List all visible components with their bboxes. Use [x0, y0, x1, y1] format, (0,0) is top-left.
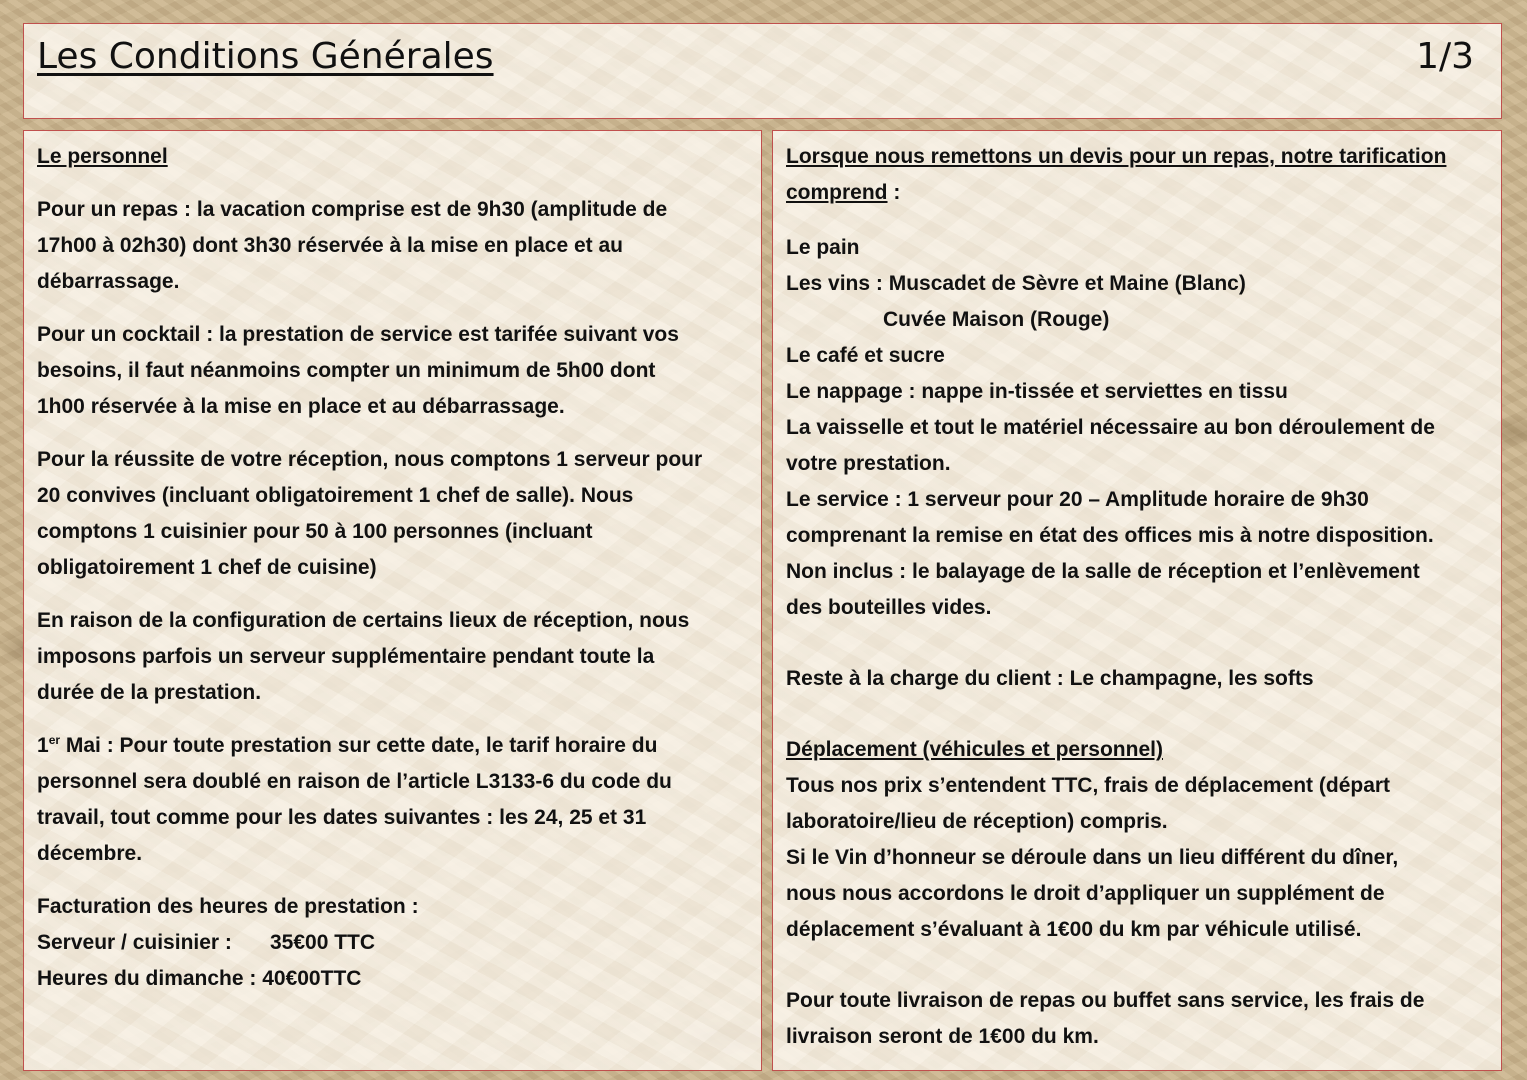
premier-mai-text: Mai : Pour toute prestation sur cette date, le tarif horaire du — [60, 734, 658, 757]
deplacement-heading: Déplacement (véhicules et personnel) — [786, 738, 1163, 761]
included-item: Le pain — [786, 236, 860, 259]
reste-a-charge: Reste à la charge du client : Le champagne, les softs — [786, 667, 1314, 690]
page-title: Les Conditions Générales — [37, 36, 494, 77]
premier-mai-line: décembre. — [37, 842, 143, 865]
livraison-line: Pour toute livraison de repas ou buffet sans service, les frais de — [786, 989, 1425, 1012]
included-item: La vaisselle et tout le matériel nécessaire au bon déroulement de — [786, 416, 1435, 439]
included-item: comprenant la remise en état des offices mis à notre disposition. — [786, 524, 1434, 547]
spacer — [786, 697, 1491, 732]
included-items — [786, 230, 1491, 626]
tarification-heading-colon: : — [887, 181, 901, 204]
livraison-line: livraison seront de 1€00 du km. — [786, 1025, 1099, 1048]
rate-serveur-price: 35€00 TTC — [270, 931, 376, 954]
repas-line: débarrassage. — [37, 270, 180, 293]
included-item: Le café et sucre — [786, 344, 945, 367]
personnel-heading: Le personnel — [37, 145, 168, 168]
tarification-column — [786, 139, 1491, 1055]
cocktail-paragraph — [37, 317, 751, 425]
premier-mai-number: 1 — [37, 734, 49, 757]
rate-serveur — [37, 925, 751, 961]
cocktail-line: besoins, il faut néanmoins compter un minimum de 5h00 dont — [37, 359, 656, 382]
included-item: Non inclus : le balayage de la salle de réception et l’enlèvement — [786, 560, 1420, 583]
header-panel — [23, 23, 1502, 119]
included-item-vin-rouge: Cuvée Maison (Rouge) — [883, 308, 1110, 331]
reussite-line: obligatoirement 1 chef de cuisine) — [37, 556, 377, 579]
facturation-title: Facturation des heures de prestation : — [37, 895, 419, 918]
tarification-heading-line2 — [786, 175, 1491, 211]
premier-mai-line: travail, tout comme pour les dates suivantes : les 24, 25 et 31 — [37, 806, 647, 829]
tarification-panel — [772, 130, 1502, 1071]
configuration-line: durée de la prestation. — [37, 681, 262, 704]
spacer — [786, 948, 1491, 983]
spacer — [786, 626, 1491, 661]
reussite-paragraph — [37, 442, 751, 586]
included-item: Les vins : Muscadet de Sèvre et Maine (Blanc) — [786, 272, 1246, 295]
personnel-panel — [23, 130, 762, 1071]
included-item: Le nappage : nappe in-tissée et serviettes en tissu — [786, 380, 1288, 403]
reussite-line: Pour la réussite de votre réception, nous comptons 1 serveur pour — [37, 448, 703, 471]
rate-dimanche: Heures du dimanche : 40€00TTC — [37, 967, 362, 990]
repas-line: Pour un repas : la vacation comprise est de 9h30 (amplitude de — [37, 198, 668, 221]
included-item: Le service : 1 serveur pour 20 – Amplitude horaire de 9h30 — [786, 488, 1369, 511]
deplacement-line: déplacement s’évaluant à 1€00 du km par véhicule utilisé. — [786, 918, 1362, 941]
page-number: 1/3 — [1416, 36, 1474, 77]
included-item: des bouteilles vides. — [786, 596, 992, 619]
facturation-block — [37, 889, 751, 997]
included-item: votre prestation. — [786, 452, 951, 475]
deplacement-line: Si le Vin d’honneur se déroule dans un lieu différent du dîner, — [786, 846, 1399, 869]
rate-serveur-label: Serveur / cuisinier : — [37, 931, 232, 954]
premier-mai-sup: er — [48, 733, 61, 747]
repas-line: 17h00 à 02h30) dont 3h30 réservée à la mise en place et au — [37, 234, 623, 257]
deplacement-line: Tous nos prix s’entendent TTC, frais de déplacement (départ — [786, 774, 1391, 797]
cocktail-line: 1h00 réservée à la mise en place et au débarrassage. — [37, 395, 565, 418]
premier-mai-line: personnel sera doublé en raison de l’article L3133-6 du code du — [37, 770, 672, 793]
premier-mai-line — [37, 728, 751, 764]
premier-mai-paragraph — [37, 728, 751, 872]
repas-paragraph — [37, 192, 751, 300]
deplacement-line: nous nous accordons le droit d’appliquer un supplément de — [786, 882, 1385, 905]
deplacement-line: laboratoire/lieu de réception) compris. — [786, 810, 1168, 833]
configuration-paragraph — [37, 603, 751, 711]
reussite-line: 20 convives (incluant obligatoirement 1 chef de salle). Nous — [37, 484, 634, 507]
tarification-heading-line1: Lorsque nous remettons un devis pour un repas, notre tarification — [786, 145, 1447, 168]
configuration-line: imposons parfois un serveur supplémentaire pendant toute la — [37, 645, 655, 668]
cocktail-line: Pour un cocktail : la prestation de service est tarifée suivant vos — [37, 323, 679, 346]
tarification-heading-underlined: comprend — [786, 181, 888, 204]
configuration-line: En raison de la configuration de certains lieux de réception, nous — [37, 609, 690, 632]
reussite-line: comptons 1 cuisinier pour 50 à 100 personnes (incluant — [37, 520, 593, 543]
personnel-column — [37, 139, 751, 997]
